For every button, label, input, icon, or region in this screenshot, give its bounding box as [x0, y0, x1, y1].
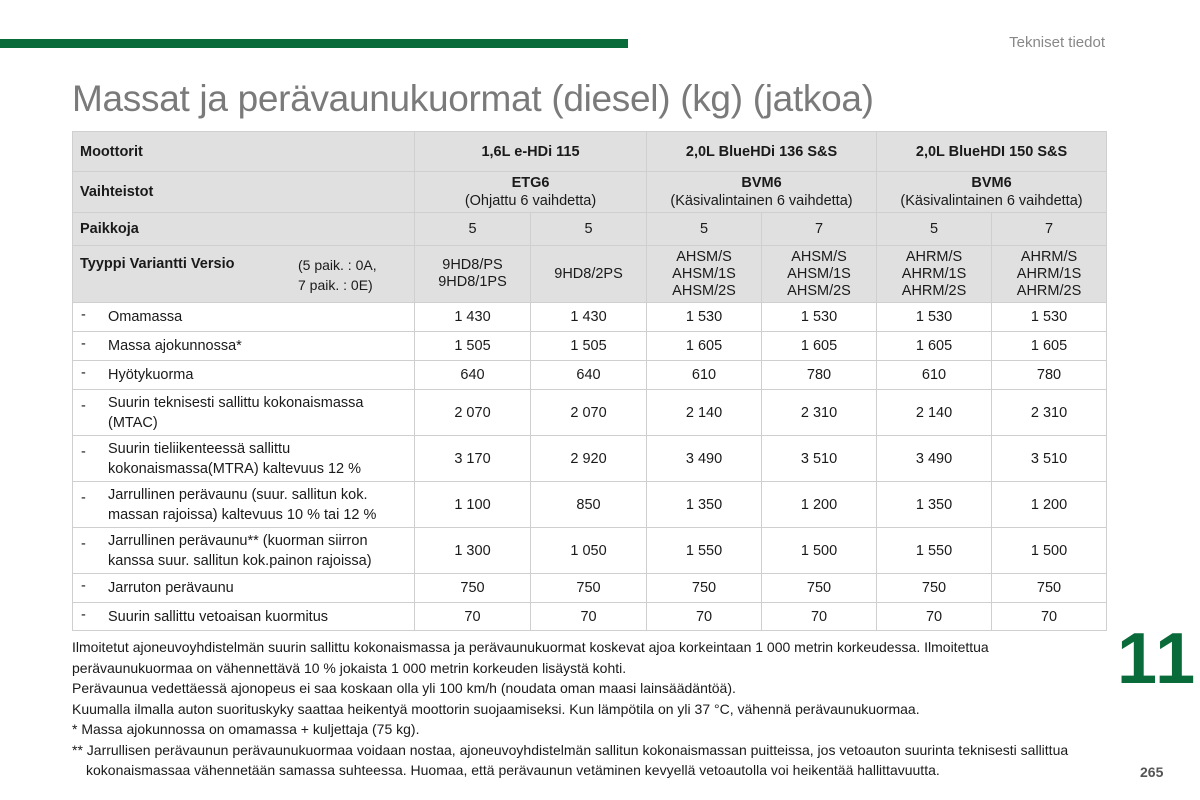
- row-dash: -: [81, 536, 86, 552]
- value-cell: 750: [415, 574, 531, 603]
- value-cell: 640: [415, 361, 531, 390]
- seats-cell: 5: [877, 213, 992, 246]
- type-label: Tyyppi Variantti Versio: [80, 256, 235, 272]
- value-cell: 1 505: [531, 332, 647, 361]
- table-row: [73, 528, 1107, 574]
- gearbox-2-desc: (Käsivalintainen 6 vaihdetta): [670, 193, 853, 209]
- value-cell: 610: [647, 361, 762, 390]
- chapter-number: 11: [1117, 619, 1198, 699]
- row-dash: -: [81, 490, 86, 506]
- row-label-cell: [73, 436, 415, 482]
- value-cell: 780: [762, 361, 877, 390]
- value-cell: 1 530: [762, 303, 877, 332]
- value-cell: 70: [647, 603, 762, 631]
- value-cell: 1 530: [992, 303, 1107, 332]
- seats-cell: 5: [415, 213, 531, 246]
- note-altitude: Ilmoitetut ajoneuvoyhdistelmän suurin sallittu kokonaismassa ja perävaunukuormat koskevat ajoa korkeintaan 1 000 metrin korkeudessa. Ilmoitettua perävaunukuormaa on vähennettävä 10 % jokaista 1 000 metrin korkeuden lisäystä kohti.: [72, 639, 989, 676]
- type-code: AHRM/S: [1020, 248, 1078, 265]
- type-code: AHRM/1S: [1016, 265, 1082, 282]
- table-row: [73, 390, 1107, 436]
- row-label-cell: [73, 390, 415, 436]
- engines-label: Moottorit: [73, 132, 415, 172]
- top-accent-bar: [0, 39, 628, 48]
- value-cell: 1 430: [415, 303, 531, 332]
- value-cell: 3 490: [877, 436, 992, 482]
- value-cell: 780: [992, 361, 1107, 390]
- value-cell: 3 490: [647, 436, 762, 482]
- seats-row: [73, 213, 1107, 246]
- value-cell: 1 550: [647, 528, 762, 574]
- type-code: AHRM/S: [905, 248, 963, 265]
- type-code: AHRM/2S: [1016, 282, 1082, 299]
- gearbox-2: [647, 172, 877, 213]
- note-speed: Perävaunua vedettäessä ajonopeus ei saa koskaan olla yli 100 km/h (noudata oman maasi lainsäädäntöä).: [72, 680, 736, 696]
- row-label-cell: [73, 332, 415, 361]
- value-cell: 1 300: [415, 528, 531, 574]
- value-cell: 1 605: [647, 332, 762, 361]
- row-label-cell: [73, 482, 415, 528]
- value-cell: 750: [647, 574, 762, 603]
- row-label-cell: [73, 603, 415, 631]
- type-cell: [531, 246, 647, 303]
- value-cell: 1 605: [762, 332, 877, 361]
- value-cell: 1 530: [647, 303, 762, 332]
- value-cell: 3 510: [992, 436, 1107, 482]
- note-heat: Kuumalla ilmalla auton suorituskyky saattaa heikentyä moottorin suojaamiseksi. Kun lämpötila on yli 37 °C, vähennä perävaunukuormaa.: [72, 700, 920, 717]
- row-label-cell: [73, 361, 415, 390]
- value-cell: 70: [992, 603, 1107, 631]
- table-row: [73, 332, 1107, 361]
- gearbox-label: Vaihteistot: [73, 172, 415, 213]
- row-label-cell: [73, 528, 415, 574]
- page-number: 265: [1140, 764, 1164, 780]
- type-code: AHSM/S: [676, 248, 732, 265]
- seats-cell: 7: [992, 213, 1107, 246]
- value-cell: 3 170: [415, 436, 531, 482]
- table-row: [73, 574, 1107, 603]
- row-dash: -: [81, 444, 86, 460]
- row-dash: -: [81, 578, 86, 594]
- type-code: AHRM/1S: [901, 265, 967, 282]
- value-cell: 3 510: [762, 436, 877, 482]
- row-label: Omamassa: [108, 309, 183, 325]
- value-cell: 70: [762, 603, 877, 631]
- row-dash: -: [81, 307, 86, 323]
- row-dash: -: [81, 365, 86, 381]
- value-cell: 1 530: [877, 303, 992, 332]
- value-cell: 2 070: [415, 390, 531, 436]
- value-cell: 2 140: [647, 390, 762, 436]
- table-row: [73, 436, 1107, 482]
- type-code: 9HD8/PS: [442, 257, 503, 273]
- row-dash: -: [81, 398, 86, 414]
- value-cell: 1 505: [415, 332, 531, 361]
- value-cell: 1 350: [647, 482, 762, 528]
- page-title: Massat ja perävaunukuormat (diesel) (kg) (jatkoa): [72, 78, 874, 119]
- value-cell: 1 500: [762, 528, 877, 574]
- value-cell: 1 200: [762, 482, 877, 528]
- value-cell: 2 140: [877, 390, 992, 436]
- type-code: AHSM/S: [791, 248, 847, 265]
- row-label: Massa ajokunnossa*: [108, 338, 242, 354]
- seats-cell: 5: [531, 213, 647, 246]
- table-row: [73, 603, 1107, 631]
- value-cell: 750: [762, 574, 877, 603]
- row-label: Jarrullinen perävaunu** (kuorman siirron kanssa suur. sallitun kok.painon rajoissa): [108, 532, 372, 569]
- engine-3: 2,0L BlueHDI 150 S&S: [877, 132, 1107, 172]
- row-label: Hyötykuorma: [108, 367, 194, 383]
- note-footnote-2: ** Jarrullisen perävaunun perävaunukuormaa voidaan nostaa, ajoneuvoyhdistelmän sallitun kokonaismassan puitteissa, jos vetoauton suurinta teknisesti sallittua kokonaismassaa vähennetään samassa suhteessa. Huomaa, että perävaunun vetäminen kevyellä vetoautolla voi heikentää hallittavuutta.: [72, 741, 1069, 778]
- type-cell: [992, 246, 1107, 303]
- row-label: Suurin tieliikenteessä sallittu kokonaismassa(MTRA) kaltevuus 12 %: [108, 440, 362, 477]
- type-code: AHSM/1S: [672, 265, 736, 282]
- value-cell: 70: [531, 603, 647, 631]
- type-label-cell: [73, 246, 415, 303]
- row-label: Suurin sallittu vetoaisan kuormitus: [108, 608, 329, 625]
- engine-1: 1,6L e-HDi 115: [415, 132, 647, 172]
- gearbox-3-desc: (Käsivalintainen 6 vaihdetta): [900, 193, 1083, 209]
- row-dash: -: [81, 607, 86, 623]
- table-row: [73, 303, 1107, 332]
- type-code: AHRM/2S: [901, 282, 967, 299]
- type-row: [73, 246, 1107, 303]
- type-note-line-1: (5 paik. : 0A,: [298, 257, 377, 273]
- value-cell: 1 050: [531, 528, 647, 574]
- value-cell: 2 310: [762, 390, 877, 436]
- gearbox-2-code: BVM6: [741, 175, 782, 191]
- type-code: AHSM/1S: [787, 265, 851, 282]
- row-label-cell: [73, 574, 415, 603]
- mass-table: [72, 131, 1107, 631]
- value-cell: 1 500: [992, 528, 1107, 574]
- seats-cell: 7: [762, 213, 877, 246]
- row-label: Jarruton perävaunu: [108, 580, 234, 596]
- gearbox-row: [73, 172, 1107, 213]
- section-label: Tekniset tiedot: [1009, 34, 1105, 51]
- engines-row: [73, 132, 1107, 172]
- seats-label: Paikkoja: [73, 213, 415, 246]
- value-cell: 70: [877, 603, 992, 631]
- type-cell: [762, 246, 877, 303]
- value-cell: 750: [877, 574, 992, 603]
- data-rows: [73, 303, 1107, 631]
- value-cell: 1 605: [877, 332, 992, 361]
- row-dash: -: [81, 336, 86, 352]
- table-row: [73, 482, 1107, 528]
- value-cell: 70: [415, 603, 531, 631]
- type-cell: [415, 246, 531, 303]
- value-cell: 610: [877, 361, 992, 390]
- value-cell: 2 920: [531, 436, 647, 482]
- value-cell: 1 430: [531, 303, 647, 332]
- value-cell: 1 550: [877, 528, 992, 574]
- type-note: [298, 255, 377, 295]
- row-label-cell: [73, 303, 415, 332]
- type-cell: [647, 246, 762, 303]
- gearbox-1-desc: (Ohjattu 6 vaihdetta): [464, 193, 597, 209]
- type-code: AHSM/2S: [672, 282, 736, 299]
- gearbox-1: [415, 172, 647, 213]
- value-cell: 750: [992, 574, 1107, 603]
- value-cell: 640: [531, 361, 647, 390]
- value-cell: 1 200: [992, 482, 1107, 528]
- seats-cell: 5: [647, 213, 762, 246]
- notes: [72, 637, 1112, 781]
- type-code: 9HD8/1PS: [438, 274, 507, 290]
- row-label: Suurin teknisesti sallittu kokonaismassa (MTAC): [108, 394, 364, 431]
- value-cell: 1 100: [415, 482, 531, 528]
- value-cell: 750: [531, 574, 647, 603]
- table-row: [73, 361, 1107, 390]
- gearbox-1-code: ETG6: [511, 175, 550, 191]
- value-cell: 2 310: [992, 390, 1107, 436]
- type-note-line-2: 7 paik. : 0E): [298, 277, 373, 293]
- type-code: AHSM/2S: [787, 282, 851, 299]
- gearbox-3-code: BVM6: [971, 175, 1012, 191]
- type-code: 9HD8/2PS: [554, 265, 623, 282]
- gearbox-3: [877, 172, 1107, 213]
- row-label: Jarrullinen perävaunu (suur. sallitun kok. massan rajoissa) kaltevuus 10 % tai 12 %: [108, 486, 377, 523]
- type-cell: [877, 246, 992, 303]
- value-cell: 850: [531, 482, 647, 528]
- engine-2: 2,0L BlueHDi 136 S&S: [647, 132, 877, 172]
- value-cell: 1 350: [877, 482, 992, 528]
- note-footnote-1: * Massa ajokunnossa on omamassa + kuljettaja (75 kg).: [72, 721, 420, 737]
- value-cell: 1 605: [992, 332, 1107, 361]
- value-cell: 2 070: [531, 390, 647, 436]
